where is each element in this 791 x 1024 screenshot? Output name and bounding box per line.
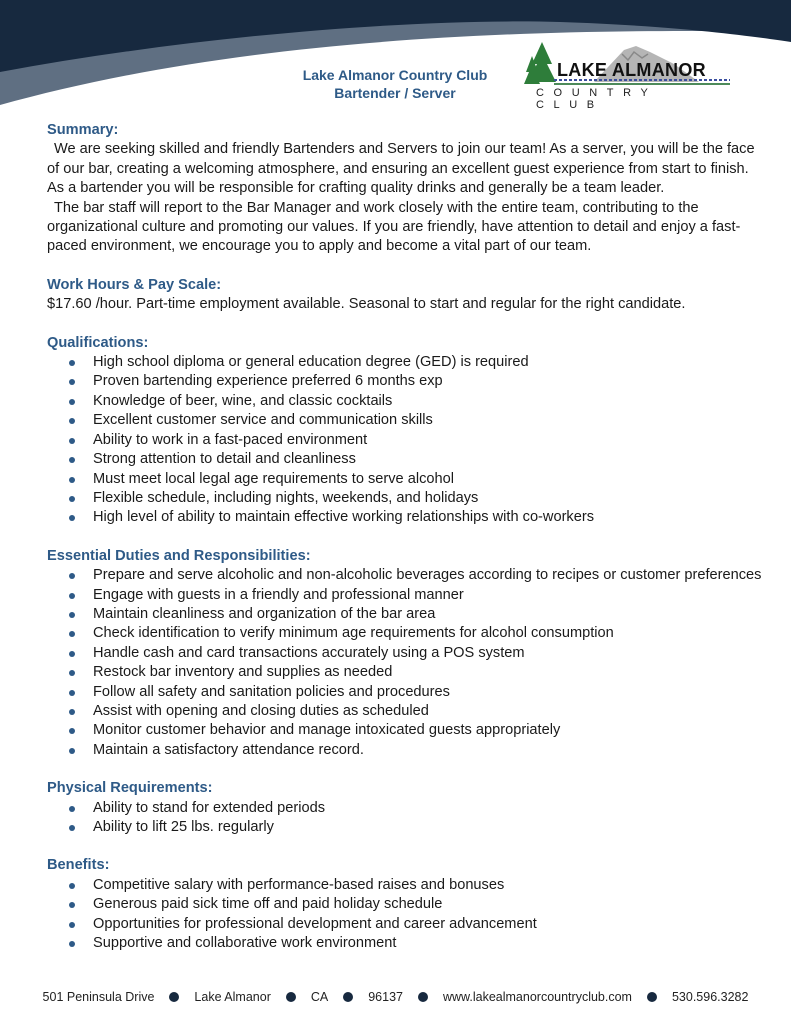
item-text: High level of ability to maintain effective working relationships with co-workers — [93, 509, 595, 526]
section-title: Physical Requirements: — [47, 780, 213, 797]
list-item — [47, 431, 767, 450]
item-text: Competitive salary with performance-based raises and bonuses — [93, 876, 505, 893]
item-text: Follow all safety and sanitation policies and procedures — [93, 683, 450, 700]
section-benefits — [47, 856, 767, 953]
section-title: Benefits: — [47, 857, 110, 874]
separator-dot-icon — [418, 992, 428, 1002]
section-summary — [47, 121, 767, 257]
summary-paragraph: We are seeking skilled and friendly Bartenders and Servers to join our team! As a server, you will be the face of our bar, creating a welcoming atmosphere, and ensuring an excellent guest experience from start to finish. As a bartender you will be responsible for crafting quality drinks and generally be a team leader. — [47, 141, 755, 197]
footer-address: 501 Peninsula Drive — [42, 990, 155, 1004]
list-item — [47, 895, 767, 914]
list-item — [47, 624, 767, 643]
item-text: Assist with opening and closing duties as scheduled — [93, 702, 429, 719]
item-text: Engage with guests in a friendly and professional manner — [93, 586, 464, 603]
item-text: Restock bar inventory and supplies as needed — [93, 664, 393, 681]
summary-paragraph: The bar staff will report to the Bar Manager and work closely with the entire team, contributing to the organizational culture and promoting our values. If you are friendly, have attention to detail and enjoy a fast-paced environment, we encourage you to apply and become a vital part of our team. — [47, 199, 741, 255]
bullet-icon — [69, 593, 75, 599]
item-text: Excellent customer service and communication skills — [93, 412, 433, 429]
section-title: Qualifications: — [47, 334, 149, 351]
bullet-icon — [69, 825, 75, 831]
footer-state: CA — [310, 990, 329, 1004]
footer-website-link[interactable]: www.lakealmanorcountryclub.com — [443, 990, 632, 1004]
duties-list — [47, 566, 767, 760]
item-text: Opportunities for professional development and career advancement — [93, 915, 537, 932]
item-text: Must meet local legal age requirements to serve alcohol — [93, 470, 454, 487]
item-text: Flexible schedule, including nights, weekends, and holidays — [93, 489, 479, 506]
bullet-icon — [69, 457, 75, 463]
footer-zip: 96137 — [368, 990, 403, 1004]
item-text: Strong attention to detail and cleanliness — [93, 451, 356, 468]
bullet-icon — [69, 670, 75, 676]
list-item — [47, 721, 767, 740]
item-text: Ability to work in a fast-paced environment — [93, 431, 368, 448]
list-item — [47, 915, 767, 934]
item-text: Handle cash and card transactions accurately using a POS system — [93, 644, 525, 661]
item-text: Maintain cleanliness and organization of the bar area — [93, 605, 436, 622]
item-text: Maintain a satisfactory attendance record. — [93, 741, 364, 758]
job-title: Bartender / Server — [334, 85, 456, 101]
logo-main-text: LAKE ALMANOR — [557, 60, 706, 80]
bullet-icon — [69, 573, 75, 579]
list-item — [47, 818, 767, 837]
section-title: Summary: — [47, 122, 119, 138]
footer-contact-bar — [0, 990, 791, 1004]
list-item — [47, 411, 767, 430]
list-item — [47, 702, 767, 721]
list-item — [47, 392, 767, 411]
bullet-icon — [69, 883, 75, 889]
list-item — [47, 566, 767, 585]
club-logo — [524, 42, 734, 111]
bullet-icon — [69, 360, 75, 366]
bullet-icon — [69, 477, 75, 483]
separator-dot-icon — [343, 992, 353, 1002]
bullet-icon — [69, 902, 75, 908]
job-description — [47, 121, 767, 972]
separator-dot-icon — [286, 992, 296, 1002]
bullet-icon — [69, 418, 75, 424]
section-title: Essential Duties and Responsibilities: — [47, 547, 311, 564]
section-duties — [47, 547, 767, 760]
bullet-icon — [69, 748, 75, 754]
benefits-list — [47, 876, 767, 954]
item-text: Prepare and serve alcoholic and non-alcoholic beverages according to recipes or customer preferences — [93, 567, 762, 584]
list-item — [47, 586, 767, 605]
pay-text: $17.60 /hour. Part-time employment available. Seasonal to start and regular for the right candidate. — [47, 296, 686, 313]
list-item — [47, 508, 767, 527]
item-text: Generous paid sick time off and paid holiday schedule — [93, 896, 443, 913]
bullet-icon — [69, 922, 75, 928]
qualifications-list — [47, 353, 767, 528]
bullet-icon — [69, 651, 75, 657]
item-text: Check identification to verify minimum age requirements for alcohol consumption — [93, 625, 614, 642]
list-item — [47, 934, 767, 953]
item-text: Ability to lift 25 lbs. regularly — [93, 819, 274, 835]
item-text: Knowledge of beer, wine, and classic cocktails — [93, 392, 393, 409]
separator-dot-icon — [169, 992, 179, 1002]
list-item — [47, 372, 767, 391]
list-item — [47, 353, 767, 372]
list-item — [47, 450, 767, 469]
bullet-icon — [69, 728, 75, 734]
list-item — [47, 683, 767, 702]
list-item — [47, 605, 767, 624]
section-physical — [47, 779, 767, 837]
bullet-icon — [69, 806, 75, 812]
list-item — [47, 799, 767, 818]
logo-sub-text: COUNTRY CLUB — [536, 87, 658, 111]
bullet-icon — [69, 515, 75, 521]
list-item — [47, 470, 767, 489]
list-item — [47, 663, 767, 682]
bullet-icon — [69, 631, 75, 637]
bullet-icon — [69, 438, 75, 444]
header-title-block — [270, 66, 520, 102]
list-item — [47, 644, 767, 663]
bullet-icon — [69, 709, 75, 715]
bullet-icon — [69, 690, 75, 696]
item-text: Monitor customer behavior and manage intoxicated guests appropriately — [93, 722, 561, 739]
physical-list — [47, 799, 767, 838]
bullet-icon — [69, 399, 75, 405]
section-qualifications — [47, 334, 767, 528]
list-item — [47, 489, 767, 508]
bullet-icon — [69, 496, 75, 502]
item-text: Proven bartending experience preferred 6 months exp — [93, 373, 443, 390]
footer-phone[interactable]: 530.596.3282 — [671, 990, 749, 1004]
item-text: Ability to stand for extended periods — [93, 799, 326, 816]
bullet-icon — [69, 379, 75, 385]
item-text: High school diploma or general education degree (GED) is required — [93, 354, 529, 371]
bullet-icon — [69, 941, 75, 947]
footer-city: Lake Almanor — [194, 990, 271, 1004]
section-title: Work Hours & Pay Scale: — [47, 276, 222, 293]
separator-dot-icon — [647, 992, 657, 1002]
bullet-icon — [69, 612, 75, 618]
list-item — [47, 741, 767, 760]
org-name: Lake Almanor Country Club — [302, 67, 488, 83]
section-pay — [47, 276, 767, 315]
item-text: Supportive and collaborative work environment — [93, 935, 397, 952]
list-item — [47, 876, 767, 895]
